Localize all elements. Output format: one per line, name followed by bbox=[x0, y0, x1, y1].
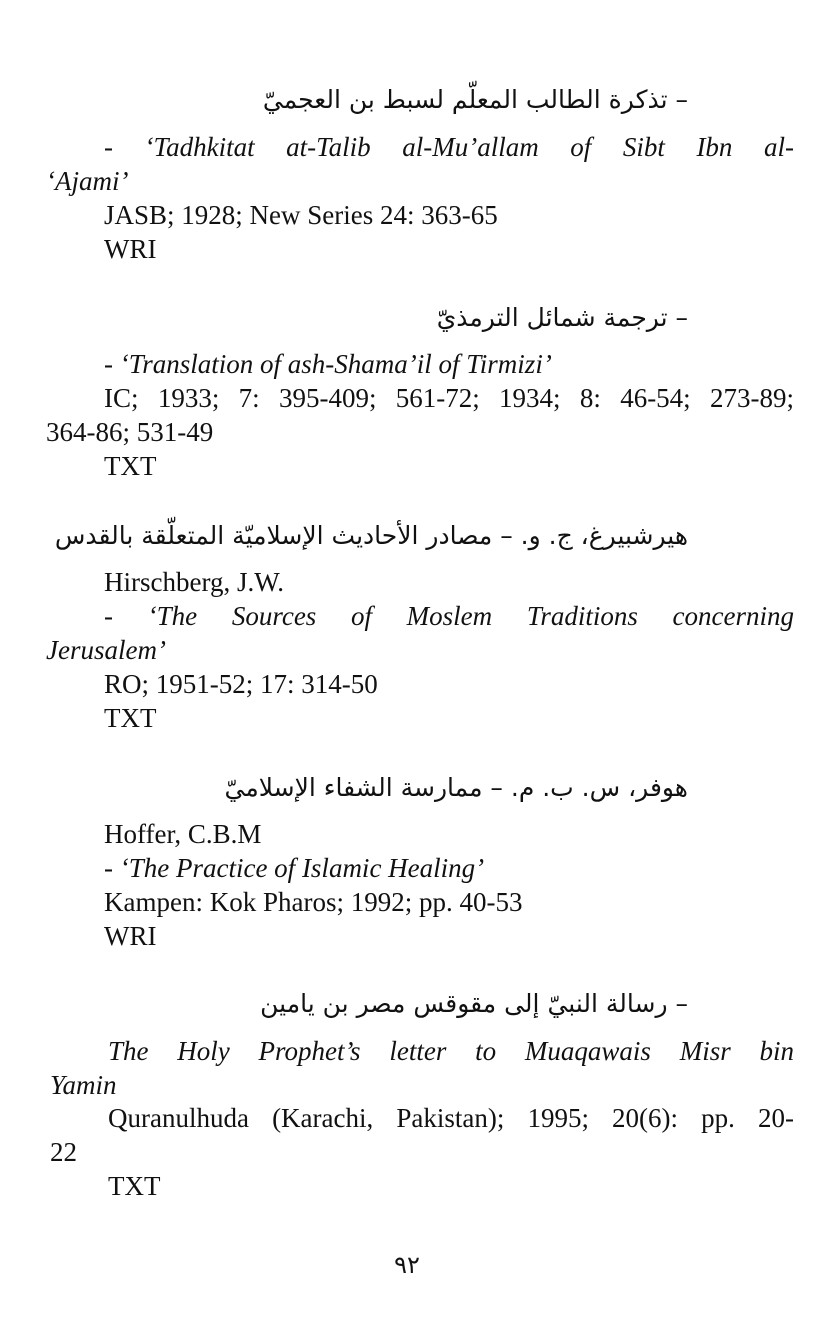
entry-4-title: - ‘The Practice of Islamic Healing’ bbox=[104, 853, 485, 883]
entry-3-author: Hirschberg, J.W. bbox=[104, 567, 284, 597]
entry-4-source: Kampen: Kok Pharos; 1992; pp. 40-53 bbox=[104, 887, 523, 917]
entry-5-source: Quranulhuda (Karachi, Pakistan); 1995; 20(6): pp. 20- bbox=[108, 1103, 794, 1133]
entry-1-tag: WRI bbox=[104, 234, 157, 264]
entry-2-title: - ‘Translation of ash-Shama’il of Tirmizi’ bbox=[104, 349, 552, 379]
entry-2-source: IC; 1933; 7: 395-409; 561-72; 1934; 8: 46-54; 273-89; bbox=[104, 383, 794, 413]
entry-2-source-cont: 364-86; 531-49 bbox=[46, 417, 214, 447]
entry-5-title-cont: Yamin bbox=[50, 1070, 117, 1100]
entry-3-arabic-title: هيرشبيرغ، ج. و. – مصادر الأحاديث الإسلاميّة المتعلّقة بالقدس bbox=[54, 521, 688, 550]
entry-4-tag: WRI bbox=[104, 921, 157, 951]
entry-5-arabic-title: – رسالة النبيّ إلى مقوقس مصر بن يامين bbox=[260, 989, 688, 1018]
page-number: ٩٢ bbox=[394, 1251, 420, 1279]
entry-3-title: - ‘The Sources of Moslem Traditions concerning bbox=[104, 601, 794, 631]
entry-5-tag: TXT bbox=[108, 1171, 161, 1201]
entry-5-source-cont: 22 bbox=[50, 1137, 77, 1167]
entry-3-source: RO; 1951-52; 17: 314-50 bbox=[104, 669, 378, 699]
entry-3-tag: TXT bbox=[104, 703, 157, 733]
entry-2-tag: TXT bbox=[104, 451, 157, 481]
entry-4-author: Hoffer, C.B.M bbox=[104, 819, 262, 849]
entry-1-title: - ‘Tadhkitat at-Talib al-Mu’allam of Sibt Ibn al- bbox=[104, 132, 794, 162]
entry-4-arabic-title: هوفر، س. ب. م. – ممارسة الشفاء الإسلاميّ bbox=[224, 773, 688, 802]
entry-3-title-cont: Jerusalem’ bbox=[46, 635, 166, 665]
entry-5-title: The Holy Prophet’s letter to Muaqawais Misr bin bbox=[108, 1036, 794, 1066]
entry-1-arabic-title: – تذكرة الطالب المعلّم لسبط بن العجميّ bbox=[262, 85, 688, 114]
entry-1-title-cont: ‘Ajami’ bbox=[46, 166, 129, 196]
entry-2-arabic-title: – ترجمة شمائل الترمذيّ bbox=[436, 303, 688, 332]
entry-1-source: JASB; 1928; New Series 24: 363-65 bbox=[104, 200, 498, 230]
